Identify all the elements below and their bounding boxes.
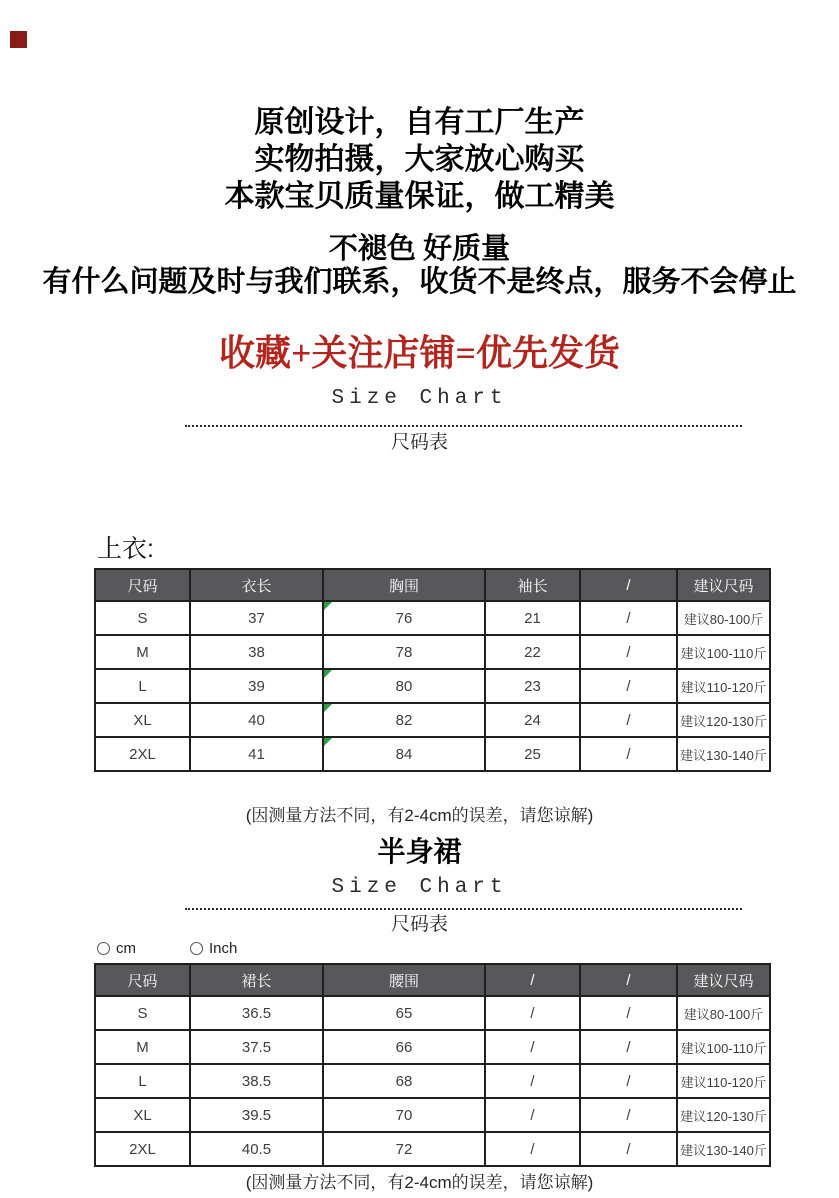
table-cell: 24 <box>485 703 580 737</box>
table-cell: L <box>95 1064 190 1098</box>
excel-comment-triangle-icon <box>324 602 332 610</box>
header-cell: 建议尺码 <box>677 569 770 601</box>
table-cell: 72 <box>323 1132 485 1166</box>
table-cell: 78 <box>323 635 485 669</box>
table-row <box>95 737 770 771</box>
size-chart-title-en-tops: Size Chart <box>331 387 508 410</box>
table-row <box>95 1030 770 1064</box>
unit-option-cm[interactable] <box>97 941 136 956</box>
table-cell: 38 <box>190 635 323 669</box>
header-cell: 袖长 <box>485 569 580 601</box>
table-cell: / <box>580 996 677 1030</box>
table-cell: 23 <box>485 669 580 703</box>
radio-inch-icon[interactable] <box>190 942 203 955</box>
table-header-row <box>95 569 770 601</box>
header-cell: 尺码 <box>95 964 190 996</box>
table-cell: 39 <box>190 669 323 703</box>
table-row <box>95 669 770 703</box>
table-row <box>95 1064 770 1098</box>
table-cell: 65 <box>323 996 485 1030</box>
corner-red-marker <box>10 31 27 48</box>
table-cell: / <box>580 1064 677 1098</box>
table-row <box>95 996 770 1030</box>
table-cell: 76 <box>323 601 485 635</box>
excel-comment-triangle-icon <box>324 670 332 678</box>
skirt-size-table <box>94 963 771 1167</box>
table-cell: 建议120-130斤 <box>677 703 770 737</box>
table-cell: / <box>485 1132 580 1166</box>
table-cell: 22 <box>485 635 580 669</box>
table-cell: / <box>580 703 677 737</box>
table-cell: S <box>95 996 190 1030</box>
table-cell: 建议130-140斤 <box>677 737 770 771</box>
table-cell: 21 <box>485 601 580 635</box>
table-cell: 39.5 <box>190 1098 323 1132</box>
table-cell: 70 <box>323 1098 485 1132</box>
table-cell: 40 <box>190 703 323 737</box>
table-cell: 38.5 <box>190 1064 323 1098</box>
table-cell: 68 <box>323 1064 485 1098</box>
table-cell: / <box>485 1064 580 1098</box>
header-cell: / <box>485 964 580 996</box>
table-cell: 66 <box>323 1030 485 1064</box>
header-cell: 裙长 <box>190 964 323 996</box>
size-chart-title-cn-skirt: 尺码表 <box>390 914 448 935</box>
table-cell: / <box>580 1098 677 1132</box>
table-cell: 84 <box>323 737 485 771</box>
table-row <box>95 1132 770 1166</box>
tops-size-table <box>94 568 771 772</box>
table-cell: 建议120-130斤 <box>677 1098 770 1132</box>
unit-cm-label: cm <box>116 940 136 957</box>
size-chart-title-en-skirt: Size Chart <box>331 876 508 899</box>
table-cell: 36.5 <box>190 996 323 1030</box>
table-cell: L <box>95 669 190 703</box>
tops-section-label: 上衣: <box>97 535 154 563</box>
header-cell: 胸围 <box>323 569 485 601</box>
table-cell: 2XL <box>95 1132 190 1166</box>
excel-comment-triangle-icon <box>324 704 332 712</box>
table-cell: 25 <box>485 737 580 771</box>
intro-line-3: 本款宝贝质量保证，做工精美 <box>224 180 615 213</box>
table-header-row <box>95 964 770 996</box>
table-cell: 2XL <box>95 737 190 771</box>
table-cell: / <box>580 635 677 669</box>
intro-line-1: 原创设计，自有工厂生产 <box>254 106 585 139</box>
table-cell: 建议80-100斤 <box>677 996 770 1030</box>
header-cell: / <box>580 569 677 601</box>
table-cell: 建议110-120斤 <box>677 669 770 703</box>
table-cell: / <box>580 601 677 635</box>
table-row <box>95 635 770 669</box>
promo-banner: 收藏+关注店铺=优先发货 <box>218 333 621 373</box>
header-cell: 腰围 <box>323 964 485 996</box>
table-row <box>95 1098 770 1132</box>
table-cell: M <box>95 635 190 669</box>
table-cell: M <box>95 1030 190 1064</box>
excel-comment-triangle-icon <box>324 738 332 746</box>
table-cell: / <box>485 996 580 1030</box>
intro-line-4: 不褪色 好质量 <box>328 233 511 265</box>
divider-dotted-tops <box>185 425 742 427</box>
table-cell: 40.5 <box>190 1132 323 1166</box>
table-cell: / <box>580 1132 677 1166</box>
table-cell: S <box>95 601 190 635</box>
table-cell: / <box>580 737 677 771</box>
table-cell: 建议100-110斤 <box>677 1030 770 1064</box>
measurement-note-skirt: (因测量方法不同，有2-4cm的误差，请您谅解) <box>245 1173 594 1192</box>
table-cell: 37.5 <box>190 1030 323 1064</box>
table-cell: / <box>580 669 677 703</box>
table-cell: 建议110-120斤 <box>677 1064 770 1098</box>
table-cell: / <box>580 1030 677 1064</box>
measurement-note-tops: (因测量方法不同，有2-4cm的误差，请您谅解) <box>245 806 594 825</box>
table-cell: 建议130-140斤 <box>677 1132 770 1166</box>
intro-line-2: 实物拍摄，大家放心购买 <box>254 143 585 176</box>
table-cell: 37 <box>190 601 323 635</box>
table-cell: 建议80-100斤 <box>677 601 770 635</box>
divider-dotted-skirt <box>185 908 742 910</box>
header-cell: 衣长 <box>190 569 323 601</box>
table-cell: 建议100-110斤 <box>677 635 770 669</box>
table-cell: XL <box>95 1098 190 1132</box>
header-cell: / <box>580 964 677 996</box>
table-row <box>95 601 770 635</box>
table-cell: 82 <box>323 703 485 737</box>
size-chart-title-cn-tops: 尺码表 <box>390 432 448 453</box>
unit-inch-label: Inch <box>209 940 238 957</box>
table-cell: / <box>485 1030 580 1064</box>
unit-option-inch[interactable] <box>190 941 237 956</box>
table-cell: XL <box>95 703 190 737</box>
table-cell: 41 <box>190 737 323 771</box>
table-row <box>95 703 770 737</box>
skirt-section-title: 半身裙 <box>377 836 462 867</box>
header-cell: 建议尺码 <box>677 964 770 996</box>
table-cell: / <box>485 1098 580 1132</box>
table-cell: 80 <box>323 669 485 703</box>
radio-cm-icon[interactable] <box>97 942 110 955</box>
header-cell: 尺码 <box>95 569 190 601</box>
intro-line-5: 有什么问题及时与我们联系，收货不是终点，服务不会停止 <box>42 266 797 298</box>
